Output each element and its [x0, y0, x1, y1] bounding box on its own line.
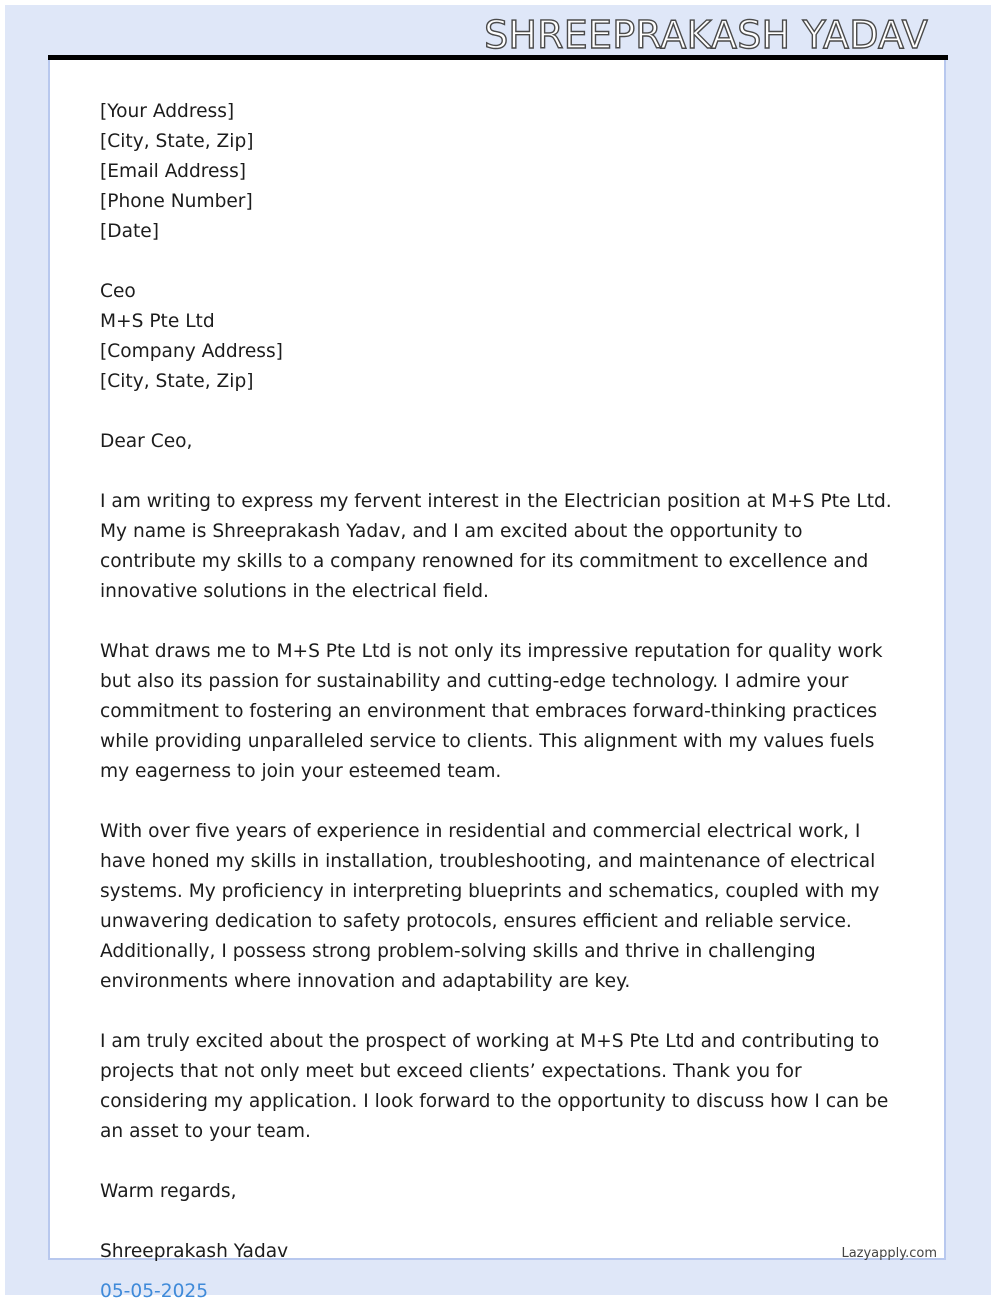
spacer — [100, 1207, 900, 1237]
applicant-name-header: SHREEPRAKASH YADAV — [484, 13, 928, 57]
sender-phone: [Phone Number] — [100, 191, 253, 212]
sender-date: [Date] — [100, 221, 159, 242]
closing-phrase: Warm regards, — [100, 1181, 237, 1202]
watermark-link[interactable]: Lazyapply.com — [841, 1246, 937, 1261]
cover-letter-body — [100, 97, 900, 1267]
recipient-title: Ceo — [100, 281, 136, 302]
spacer — [100, 1147, 900, 1177]
spacer — [100, 787, 900, 817]
sender-city-state-zip: [City, State, Zip] — [100, 131, 254, 152]
paragraph-experience: With over five years of experience in residential and commercial electrical work, I have honed my skills in installation, troubleshooting, and maintenance of electrical systems. My proficiency in interpreting blueprints and schematics, coupled with my unwavering dedication to safety protocols, ensures efficient and reliable service. Additionally, I possess strong problem-solving skills and thrive in challenging environments where innovation and adaptability are key. — [100, 821, 880, 992]
spacer — [100, 457, 900, 487]
recipient-city-state-zip: [City, State, Zip] — [100, 371, 254, 392]
spacer — [100, 247, 900, 277]
paragraph-motivation: What draws me to M+S Pte Ltd is not only its impressive reputation for quality work but also its passion for sustainability and cutting-edge technology. I admire your commitment to fostering an environment that embraces forward-thinking practices while providing unparalleled service to clients. This alignment with my values fuels my eagerness to join your esteemed team. — [100, 641, 883, 782]
recipient-address: [Company Address] — [100, 341, 283, 362]
signature-name: Shreeprakash Yadav — [100, 1241, 289, 1262]
salutation: Dear Ceo, — [100, 431, 193, 452]
recipient-company: M+S Pte Ltd — [100, 311, 215, 332]
paragraph-intro: I am writing to express my fervent interest in the Electrician position at M+S Pte Ltd. My name is Shreeprakash Yadav, and I am excited about the opportunity to contribute my skills to a company renowned for its commitment to excellence and innovative solutions in the electrical field. — [100, 491, 892, 602]
sender-address: [Your Address] — [100, 101, 235, 122]
spacer — [100, 397, 900, 427]
spacer — [100, 997, 900, 1027]
spacer — [100, 607, 900, 637]
sender-email: [Email Address] — [100, 161, 247, 182]
paragraph-closing: I am truly excited about the prospect of working at M+S Pte Ltd and contributing to projects that not only meet but exceed clients’ expectations. Thank you for considering my application. I look forward to the opportunity to discuss how I can be an asset to your team. — [100, 1031, 889, 1142]
footer-date: 05-05-2025 — [100, 1281, 209, 1302]
